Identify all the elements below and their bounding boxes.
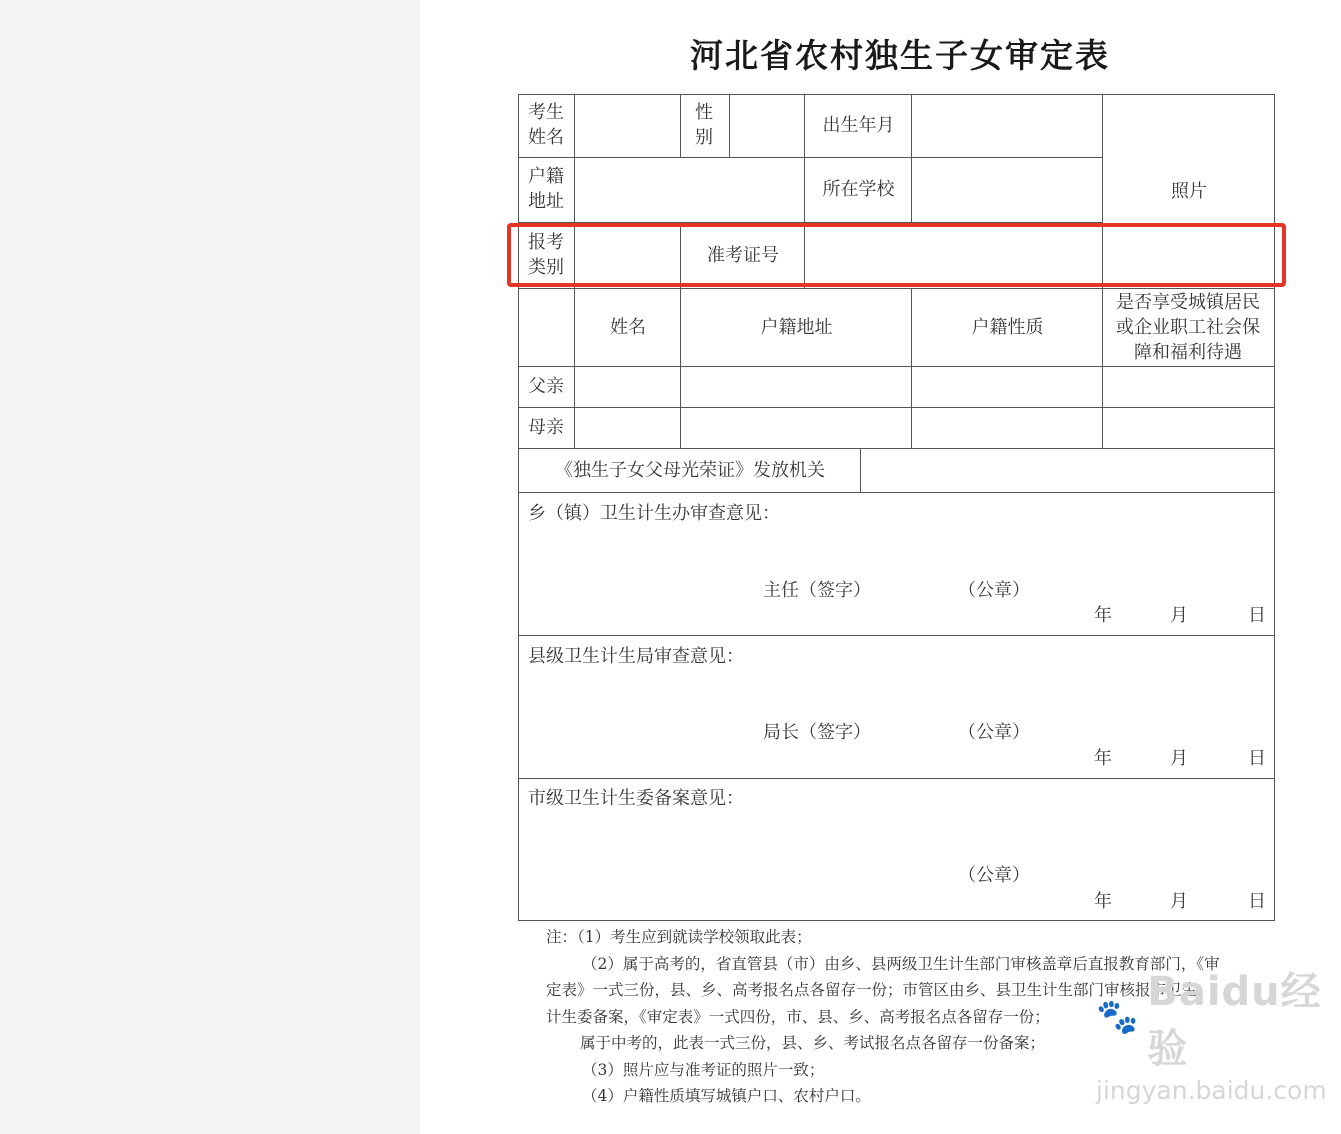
county-director-sign: 局长（签字） [763, 722, 871, 743]
note-line: （3）照片应与准考证的照片一致； [582, 1060, 825, 1079]
note-line: （2）属于高考的，省直管县（市）由乡、县两级卫生计生部门审核盖章后直报教育部门，《审 [582, 954, 1220, 973]
note-line: 计生委备案，《审定表》一式四份，市、县、乡、高考报名点各留存一份； [546, 1007, 1050, 1026]
left-gray-pane [0, 0, 420, 1134]
township-day: 日 [1248, 605, 1266, 626]
watermark-url: jingyan.baidu.com [1096, 1076, 1327, 1105]
hukou-address-field[interactable] [576, 159, 803, 221]
note-line: （4）户籍性质填写城镇户口、农村户口。 [582, 1087, 871, 1105]
highlight-box [507, 223, 1286, 287]
county-month: 月 [1170, 748, 1188, 769]
township-year: 年 [1094, 605, 1112, 626]
note-line: 属于中考的，此表一式三份，县、乡、考试报名点各留存一份备案； [580, 1034, 1046, 1052]
watermark-brand: Baidu经验 [1147, 969, 1322, 1072]
document-title: 河北省农村独生子女审定表 [690, 36, 1110, 75]
city-filing-heading: 市级卫生计生委备案意见： [528, 788, 744, 809]
certificate-issuer-label: 《独生子女父母光荣证》发放机关 [555, 459, 825, 481]
parent-hukou-type-header: 户籍性质 [971, 316, 1044, 338]
gender-label: 性 别 [695, 102, 713, 148]
hukou-address-label: 户籍 地址 [528, 166, 564, 212]
exam-ticket-label: 准考证号 [707, 244, 779, 266]
county-seal: （公章） [958, 722, 1030, 743]
parent-name-header: 姓名 [610, 316, 646, 338]
father-label: 父亲 [528, 376, 564, 397]
township-review-heading: 乡（镇）卫生计生办审查意见： [528, 503, 780, 524]
county-review-heading: 县级卫生计生局审查意见： [528, 646, 744, 667]
certificate-issuer-field[interactable] [862, 450, 1272, 490]
birth-date-label: 出生年月 [822, 115, 895, 136]
paw-icon: 🐾 [1096, 997, 1140, 1037]
county-year: 年 [1094, 748, 1112, 769]
city-year: 年 [1094, 891, 1112, 912]
gender-field[interactable] [731, 96, 803, 156]
city-month: 月 [1170, 891, 1188, 912]
candidate-name-label: 考生 姓名 [528, 102, 564, 148]
note-line: 注：（1）考生应到就读学校领取此表； [546, 928, 812, 946]
review-form-table [518, 94, 1275, 921]
parent-address-header: 户籍地址 [760, 316, 833, 338]
township-month: 月 [1170, 605, 1188, 626]
county-day: 日 [1248, 748, 1266, 769]
photo-area: 照片 [1171, 180, 1207, 202]
township-seal: （公章） [958, 580, 1030, 601]
watermark-logo [1096, 960, 1341, 1074]
candidate-name-field[interactable] [576, 96, 678, 156]
baidu-watermark [1096, 960, 1341, 1105]
note-line: 定表》一式三份，县、乡、高考报名点各留存一份；市管区由乡、县卫生计生部门审核报市卫生 [546, 981, 1198, 999]
welfare-header: 是否享受城镇居民或企业职工社会保障和福利待遇 [1116, 291, 1260, 363]
mother-label: 母亲 [528, 417, 564, 438]
township-director-sign: 主任（签字） [763, 580, 871, 601]
school-label: 所在学校 [822, 179, 895, 200]
birth-date-field[interactable] [913, 96, 1101, 221]
exam-category-label: 报考 类别 [528, 232, 564, 278]
city-day: 日 [1248, 891, 1266, 912]
city-seal: （公章） [958, 865, 1030, 886]
